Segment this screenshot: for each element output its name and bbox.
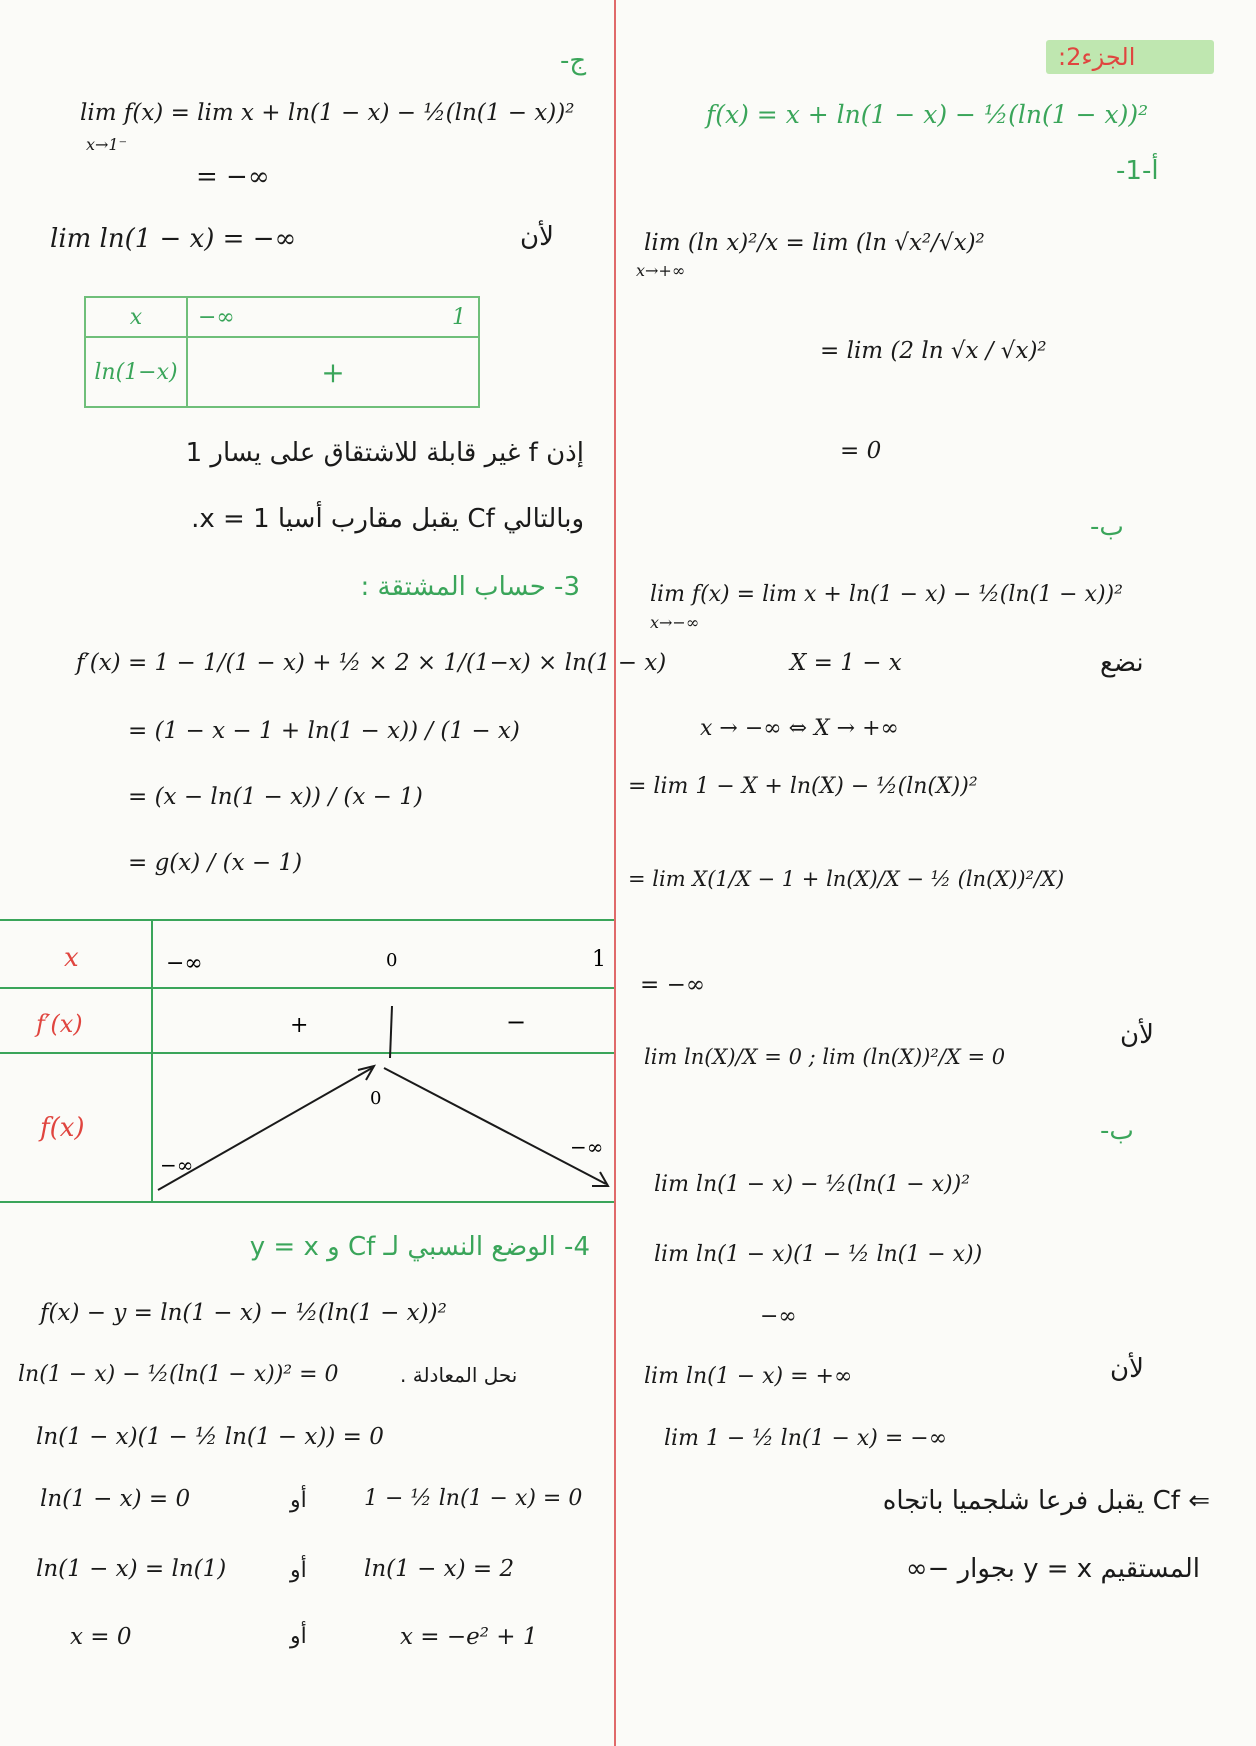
position-line-4: ln(1 − x) = 0 (40, 1486, 191, 1512)
relative-position-title: 4- الوضع النسبي لـ Cf و y = x (249, 1232, 590, 1262)
position-line-7: ln(1 − x) = 2 (364, 1556, 515, 1582)
sign-table (84, 296, 480, 408)
limit-subscript: x→−∞ (650, 613, 700, 632)
decreasing-arrow (384, 1068, 606, 1184)
limit-c-line-3: −∞ (760, 1304, 797, 1329)
var-f-value: −∞ (570, 1135, 604, 1159)
sign-table-row-label: ln(1−x) (85, 337, 187, 407)
equivalence-line: x → −∞ ⇔ X → +∞ (700, 716, 899, 741)
limit-c-line-1: lim ln(1 − x) − ½(ln(1 − x))² (654, 1172, 971, 1197)
sign-table-x-left: −∞ (198, 304, 235, 330)
var-f-value: 0 (370, 1088, 382, 1109)
derivative-line-4: = g(x) / (x − 1) (128, 850, 303, 876)
set-word: نضع (1100, 648, 1144, 678)
var-f-label: f(x) (40, 1113, 85, 1143)
var-x-value: 1 (592, 947, 606, 972)
because-word: لأن (1120, 1020, 1154, 1050)
derivative-line-2: = (1 − x − 1 + ln(1 − x)) / (1 − x) (128, 718, 520, 744)
var-sign: + (290, 1013, 309, 1038)
set-x-line: X = 1 − x (790, 650, 902, 676)
limit-b-line-1: lim f(x) = lim x + ln(1 − x) − ½(ln(1 − x))² (650, 582, 1123, 607)
limit-b-line-3: = lim X(1/X − 1 + ln(X)/X − ½ (ln(X))²/X) (628, 867, 1065, 891)
position-line-8: x = 0 (70, 1624, 132, 1650)
position-line-1: f(x) − y = ln(1 − x) − ½(ln(1 − x))² (40, 1300, 447, 1326)
zero-bar (390, 1006, 392, 1058)
derivative-title: 3- حساب المشتقة : (360, 572, 580, 602)
because-word: لأن (520, 222, 554, 252)
section-c-label: ج- (560, 46, 587, 76)
limit-subscript: x→+∞ (636, 261, 686, 280)
limit-a-line-3: = 0 (840, 438, 882, 464)
right-conclusion-2: المستقيم y = x بجوار −∞ (905, 1554, 1200, 1584)
position-line-2: ln(1 − x) − ½(ln(1 − x))² = 0 (18, 1362, 339, 1387)
limit-c-line-4: lim ln(1 − x) = +∞ (644, 1364, 853, 1389)
part-b-label: ب- (1090, 512, 1124, 542)
limit-c-line-5: lim 1 − ½ ln(1 − x) = −∞ (664, 1426, 948, 1451)
or-word: أو (290, 1624, 307, 1649)
var-f-value: −∞ (160, 1153, 194, 1177)
or-word: أو (290, 1488, 307, 1513)
limit-b-line-5: lim ln(X)/X = 0 ; lim (ln(X))²/X = 0 (644, 1045, 1006, 1069)
variation-table (0, 918, 620, 1208)
position-line-3: ln(1 − x)(1 − ½ ln(1 − x)) = 0 (36, 1424, 384, 1450)
limit-line-1: lim f(x) = lim x + ln(1 − x) − ½(ln(1 − x))² (80, 100, 575, 126)
sign-table-sign: + (187, 337, 479, 407)
margin-line (614, 0, 616, 1746)
derivative-line-1: f′(x) = 1 − 1/(1 − x) + ½ × 2 × 1/(1−x) × ln(1 − x) (76, 650, 667, 676)
limit-subscript: x→1⁻ (86, 135, 128, 154)
derivative-line-3: = (x − ln(1 − x)) / (x − 1) (128, 784, 423, 810)
function-definition: f(x) = x + ln(1 − x) − ½(ln(1 − x))² (706, 100, 1149, 129)
right-conclusion-1: ⇐ Cf يقبل فرعا شلجميا باتجاه (882, 1486, 1210, 1516)
limit-c-line-2: lim ln(1 − x)(1 − ½ ln(1 − x)) (654, 1242, 983, 1267)
limit-b-line-2: = lim 1 − X + ln(X) − ½(ln(X))² (628, 774, 978, 799)
position-line-9: x = −e² + 1 (400, 1624, 538, 1650)
conclusion-2: وبالتالي Cf يقبل مقارب أسيا x = 1. (191, 504, 584, 534)
limit-result: = −∞ (196, 162, 270, 192)
sign-table-x-label: x (85, 297, 187, 337)
page-title: الجزء2: (1058, 43, 1136, 71)
var-x-value: 0 (386, 950, 398, 971)
var-x-label: x (64, 943, 79, 973)
var-fprime-label: f′(x) (36, 1010, 83, 1038)
position-line-6: ln(1 − x) = ln(1) (36, 1556, 227, 1582)
because-limit: lim ln(1 − x) = −∞ (50, 224, 297, 254)
conclusion-1: إذن f غير قابلة للاشتقاق على يسار 1 (185, 438, 584, 468)
position-line-5: 1 − ½ ln(1 − x) = 0 (364, 1486, 583, 1511)
part-b2-label: ب- (1100, 1116, 1134, 1146)
limit-b-line-4: = −∞ (640, 972, 706, 998)
var-x-value: −∞ (166, 951, 203, 976)
or-word: أو (290, 1558, 307, 1583)
var-sign: − (506, 1008, 527, 1036)
sign-table-x-right: 1 (452, 304, 466, 330)
limit-a-line-1: lim (ln x)²/x = lim (ln √x²/√x)² (644, 230, 985, 256)
part-a-label: أ-1- (1116, 156, 1159, 186)
because-word: لأن (1110, 1354, 1144, 1384)
limit-a-line-2: = lim (2 ln √x / √x)² (820, 338, 1047, 364)
solve-word: نحل المعادلة . (400, 1363, 518, 1387)
